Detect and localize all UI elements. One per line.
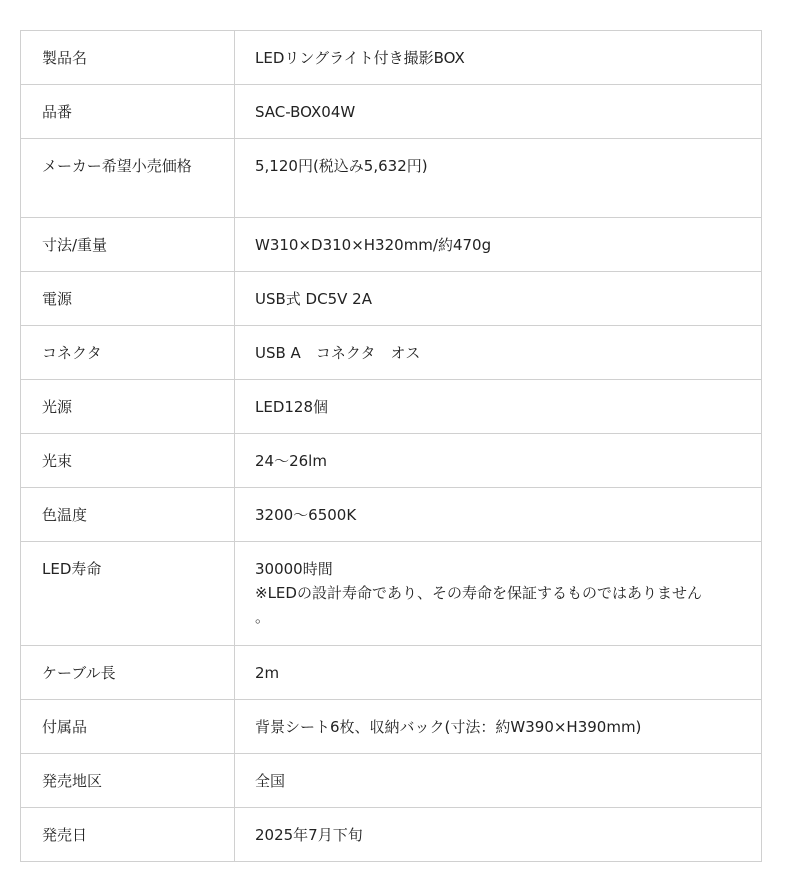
row-value: USB A コネクタ オス bbox=[235, 326, 762, 380]
value-line: ※LEDの設計寿命であり、その寿命を保証するものではありません bbox=[255, 584, 702, 602]
row-label: 付属品 bbox=[21, 700, 235, 754]
value-line: 30000時間 bbox=[255, 560, 333, 578]
row-value: USB式 DC5V 2A bbox=[235, 272, 762, 326]
row-label: 光束 bbox=[21, 434, 235, 488]
row-label: コネクタ bbox=[21, 326, 235, 380]
table-row bbox=[21, 85, 762, 139]
row-value: 2025年7月下旬 bbox=[235, 808, 762, 862]
table-row bbox=[21, 272, 762, 326]
table-row bbox=[21, 326, 762, 380]
row-value: W310×D310×H320mm/約470g bbox=[235, 218, 762, 272]
row-value: 背景シート6枚、収納バック(寸法：約W390×H390mm) bbox=[235, 700, 762, 754]
table-row bbox=[21, 808, 762, 862]
row-label: 製品名 bbox=[21, 31, 235, 85]
value-line: 。 bbox=[255, 608, 271, 626]
row-value: 全国 bbox=[235, 754, 762, 808]
row-label: 色温度 bbox=[21, 488, 235, 542]
table-row bbox=[21, 646, 762, 700]
table-row bbox=[21, 700, 762, 754]
table-row bbox=[21, 434, 762, 488]
row-label: 発売地区 bbox=[21, 754, 235, 808]
table-row bbox=[21, 218, 762, 272]
table-row bbox=[21, 542, 762, 646]
table-row bbox=[21, 754, 762, 808]
row-label: 寸法/重量 bbox=[21, 218, 235, 272]
row-value: 24～26lm bbox=[235, 434, 762, 488]
row-value bbox=[235, 542, 762, 646]
row-label: 発売日 bbox=[21, 808, 235, 862]
row-label: LED寿命 bbox=[21, 542, 235, 646]
row-label: ケーブル長 bbox=[21, 646, 235, 700]
row-value: 3200～6500K bbox=[235, 488, 762, 542]
row-value: 2m bbox=[235, 646, 762, 700]
table-row bbox=[21, 139, 762, 218]
table-row bbox=[21, 488, 762, 542]
row-value: LED128個 bbox=[235, 380, 762, 434]
row-label: 光源 bbox=[21, 380, 235, 434]
table-row bbox=[21, 31, 762, 85]
row-label: 電源 bbox=[21, 272, 235, 326]
row-value: LEDリングライト付き撮影BOX bbox=[235, 31, 762, 85]
row-label: 品番 bbox=[21, 85, 235, 139]
row-value: SAC-BOX04W bbox=[235, 85, 762, 139]
row-value: 5,120円(税込み5,632円) bbox=[235, 139, 762, 218]
spec-table bbox=[20, 30, 762, 862]
table-row bbox=[21, 380, 762, 434]
row-label: メーカー希望小売価格 bbox=[21, 139, 235, 218]
